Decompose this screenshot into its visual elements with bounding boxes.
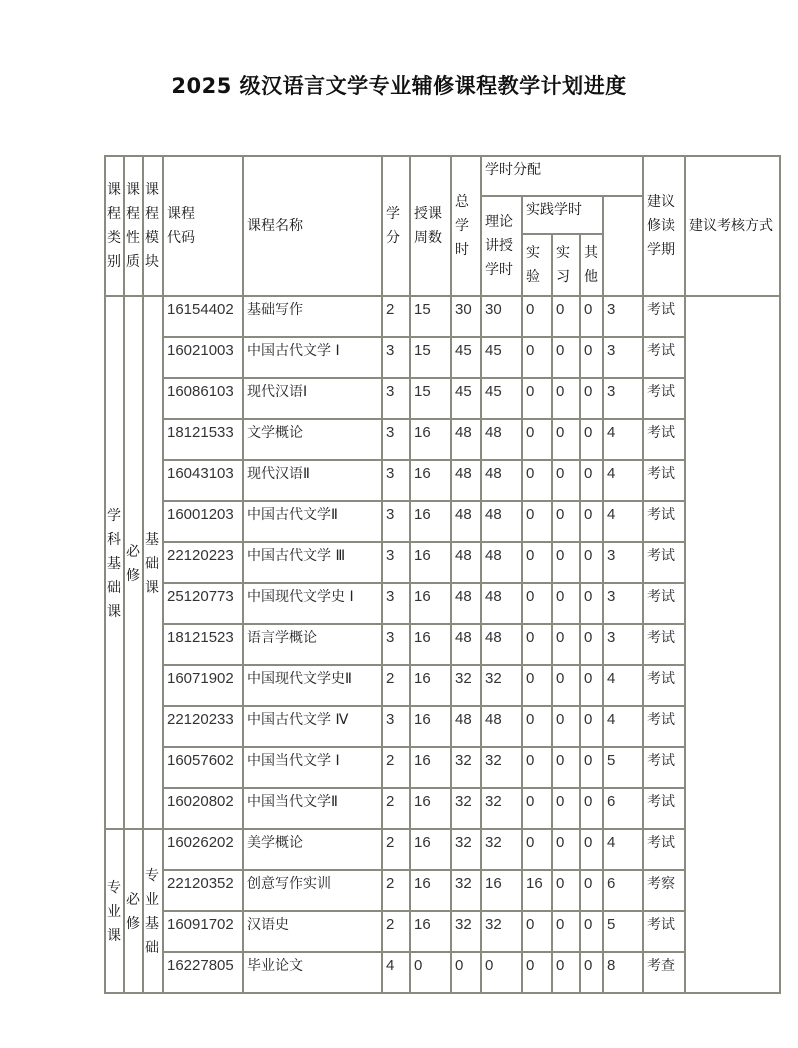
semester: 5 — [603, 911, 643, 952]
table-row — [105, 583, 780, 624]
semester: 5 — [603, 747, 643, 788]
weeks: 16 — [410, 788, 451, 829]
credits: 2 — [382, 665, 410, 706]
total-hours: 32 — [451, 911, 481, 952]
weeks: 16 — [410, 583, 451, 624]
course-code: 22120352 — [163, 870, 243, 911]
total-hours: 32 — [451, 788, 481, 829]
table-row — [105, 665, 780, 706]
total-hours: 32 — [451, 665, 481, 706]
weeks: 15 — [410, 378, 451, 419]
header-theory-hours: 理论讲授学时 — [481, 196, 522, 296]
assessment: 考试 — [643, 501, 685, 542]
theory-hours: 45 — [481, 378, 522, 419]
internship-hours: 0 — [552, 829, 580, 870]
experiment-hours: 0 — [522, 706, 552, 747]
semester: 3 — [603, 296, 643, 337]
internship-hours: 0 — [552, 788, 580, 829]
internship-hours: 0 — [552, 665, 580, 706]
weeks: 16 — [410, 829, 451, 870]
experiment-hours: 0 — [522, 419, 552, 460]
total-hours: 45 — [451, 337, 481, 378]
header-other: 其他 — [580, 234, 603, 296]
course-name: 中国古代文学 Ⅰ — [243, 337, 382, 378]
assessment: 考试 — [643, 419, 685, 460]
semester: 4 — [603, 460, 643, 501]
theory-hours: 16 — [481, 870, 522, 911]
header-code: 课程代码 — [163, 156, 243, 296]
experiment-hours: 0 — [522, 952, 552, 993]
theory-hours: 32 — [481, 665, 522, 706]
theory-hours: 45 — [481, 337, 522, 378]
semester: 3 — [603, 337, 643, 378]
weeks: 16 — [410, 501, 451, 542]
course-name: 中国现代文学史Ⅱ — [243, 665, 382, 706]
header-credits: 学分 — [382, 156, 410, 296]
credits: 3 — [382, 706, 410, 747]
course-plan-table — [104, 155, 781, 994]
weeks: 16 — [410, 870, 451, 911]
total-hours: 0 — [451, 952, 481, 993]
experiment-hours: 0 — [522, 378, 552, 419]
table-row — [105, 460, 780, 501]
other-hours: 0 — [580, 378, 603, 419]
course-code: 16026202 — [163, 829, 243, 870]
course-code: 16154402 — [163, 296, 243, 337]
internship-hours: 0 — [552, 952, 580, 993]
assessment: 考试 — [643, 337, 685, 378]
other-hours: 0 — [580, 337, 603, 378]
course-name: 现代汉语Ⅰ — [243, 378, 382, 419]
credits: 3 — [382, 378, 410, 419]
internship-hours: 0 — [552, 337, 580, 378]
assessment: 考察 — [643, 870, 685, 911]
header-practice-hours: 实践学时 — [522, 196, 603, 234]
semester: 3 — [603, 378, 643, 419]
course-code: 16020802 — [163, 788, 243, 829]
experiment-hours: 0 — [522, 542, 552, 583]
theory-hours: 48 — [481, 706, 522, 747]
course-name: 毕业论文 — [243, 952, 382, 993]
header-internship: 实习 — [552, 234, 580, 296]
theory-hours: 48 — [481, 460, 522, 501]
course-code: 22120233 — [163, 706, 243, 747]
table-row — [105, 624, 780, 665]
other-hours: 0 — [580, 624, 603, 665]
other-hours: 0 — [580, 829, 603, 870]
other-hours: 0 — [580, 665, 603, 706]
total-hours: 48 — [451, 624, 481, 665]
internship-hours: 0 — [552, 706, 580, 747]
header-category: 课程类别 — [105, 156, 124, 296]
course-code: 22120223 — [163, 542, 243, 583]
header-semester: 建议修读学期 — [643, 156, 685, 296]
header-name: 课程名称 — [243, 156, 382, 296]
total-hours: 32 — [451, 747, 481, 788]
credits: 4 — [382, 952, 410, 993]
theory-hours: 32 — [481, 788, 522, 829]
course-name: 中国古代文学 Ⅲ — [243, 542, 382, 583]
header-experiment: 实验 — [522, 234, 552, 296]
total-hours: 48 — [451, 706, 481, 747]
other-hours: 0 — [580, 706, 603, 747]
course-code: 16227805 — [163, 952, 243, 993]
other-hours: 0 — [580, 952, 603, 993]
table-row — [105, 747, 780, 788]
experiment-hours: 0 — [522, 460, 552, 501]
internship-hours: 0 — [552, 870, 580, 911]
course-name: 中国现代文学史 Ⅰ — [243, 583, 382, 624]
header-module: 课程模块 — [143, 156, 163, 296]
credits: 2 — [382, 911, 410, 952]
weeks: 16 — [410, 460, 451, 501]
theory-hours: 48 — [481, 501, 522, 542]
semester: 4 — [603, 706, 643, 747]
table-row — [105, 706, 780, 747]
credits: 3 — [382, 624, 410, 665]
internship-hours: 0 — [552, 624, 580, 665]
credits: 3 — [382, 460, 410, 501]
experiment-hours: 0 — [522, 296, 552, 337]
theory-hours: 32 — [481, 911, 522, 952]
other-hours: 0 — [580, 419, 603, 460]
header-weeks: 授课周数 — [410, 156, 451, 296]
semester: 4 — [603, 419, 643, 460]
weeks: 0 — [410, 952, 451, 993]
course-code: 16091702 — [163, 911, 243, 952]
assessment: 考试 — [643, 542, 685, 583]
assessment: 考试 — [643, 706, 685, 747]
theory-hours: 32 — [481, 829, 522, 870]
course-name: 中国古代文学Ⅱ — [243, 501, 382, 542]
theory-hours: 30 — [481, 296, 522, 337]
assessment: 考试 — [643, 747, 685, 788]
credits: 2 — [382, 296, 410, 337]
experiment-hours: 0 — [522, 624, 552, 665]
group-category: 专业课 — [105, 829, 124, 993]
total-hours: 48 — [451, 460, 481, 501]
table-row — [105, 501, 780, 542]
course-name: 中国古代文学 Ⅳ — [243, 706, 382, 747]
header-hours-allocation: 学时分配 — [481, 156, 643, 196]
experiment-hours: 0 — [522, 747, 552, 788]
weeks: 16 — [410, 542, 451, 583]
course-name: 语言学概论 — [243, 624, 382, 665]
course-name: 基础写作 — [243, 296, 382, 337]
theory-hours: 48 — [481, 624, 522, 665]
semester: 3 — [603, 583, 643, 624]
total-hours: 45 — [451, 378, 481, 419]
assessment: 考试 — [643, 911, 685, 952]
other-hours: 0 — [580, 460, 603, 501]
theory-hours: 48 — [481, 542, 522, 583]
credits: 3 — [382, 583, 410, 624]
weeks: 15 — [410, 337, 451, 378]
table-row — [105, 296, 780, 337]
weeks: 16 — [410, 706, 451, 747]
credits: 2 — [382, 829, 410, 870]
internship-hours: 0 — [552, 296, 580, 337]
assessment: 考试 — [643, 788, 685, 829]
credits: 2 — [382, 788, 410, 829]
other-hours: 0 — [580, 747, 603, 788]
header-total-hours: 总学时 — [451, 156, 481, 296]
course-code: 16021003 — [163, 337, 243, 378]
semester: 6 — [603, 870, 643, 911]
total-hours: 48 — [451, 419, 481, 460]
experiment-hours: 0 — [522, 911, 552, 952]
total-hours: 48 — [451, 501, 481, 542]
weeks: 16 — [410, 911, 451, 952]
assessment: 考试 — [643, 624, 685, 665]
other-hours: 0 — [580, 501, 603, 542]
assessment: 考试 — [643, 829, 685, 870]
credits: 3 — [382, 542, 410, 583]
internship-hours: 0 — [552, 542, 580, 583]
internship-hours: 0 — [552, 460, 580, 501]
course-code: 16043103 — [163, 460, 243, 501]
weeks: 16 — [410, 419, 451, 460]
table-row — [105, 378, 780, 419]
experiment-hours: 0 — [522, 788, 552, 829]
experiment-hours: 0 — [522, 583, 552, 624]
internship-hours: 0 — [552, 911, 580, 952]
course-name: 文学概论 — [243, 419, 382, 460]
assessment: 考查 — [643, 952, 685, 993]
total-hours: 48 — [451, 542, 481, 583]
header-nature: 课程性质 — [124, 156, 143, 296]
internship-hours: 0 — [552, 501, 580, 542]
assessment: 考试 — [643, 460, 685, 501]
course-name: 美学概论 — [243, 829, 382, 870]
table-row — [105, 870, 780, 911]
credits: 3 — [382, 419, 410, 460]
experiment-hours: 0 — [522, 665, 552, 706]
table-row — [105, 788, 780, 829]
experiment-hours: 0 — [522, 501, 552, 542]
semester: 3 — [603, 624, 643, 665]
other-hours: 0 — [580, 296, 603, 337]
assessment: 考试 — [643, 583, 685, 624]
other-hours: 0 — [580, 788, 603, 829]
theory-hours: 0 — [481, 952, 522, 993]
weeks: 16 — [410, 665, 451, 706]
group-nature: 必修 — [124, 829, 143, 993]
credits: 3 — [382, 337, 410, 378]
total-hours: 48 — [451, 583, 481, 624]
table-row — [105, 419, 780, 460]
experiment-hours: 0 — [522, 337, 552, 378]
page-title: 2025 级汉语言文学专业辅修课程教学计划进度 — [171, 74, 627, 98]
credits: 2 — [382, 870, 410, 911]
internship-hours: 0 — [552, 583, 580, 624]
weeks: 16 — [410, 747, 451, 788]
course-code: 16001203 — [163, 501, 243, 542]
table-row — [105, 337, 780, 378]
experiment-hours: 16 — [522, 870, 552, 911]
course-code: 25120773 — [163, 583, 243, 624]
other-hours: 0 — [580, 870, 603, 911]
table-row — [105, 952, 780, 993]
course-code: 16086103 — [163, 378, 243, 419]
group-nature: 必修 — [124, 296, 143, 829]
course-name: 创意写作实训 — [243, 870, 382, 911]
course-code: 18121533 — [163, 419, 243, 460]
theory-hours: 48 — [481, 419, 522, 460]
theory-hours: 48 — [481, 583, 522, 624]
assessment: 考试 — [643, 665, 685, 706]
internship-hours: 0 — [552, 419, 580, 460]
total-hours: 30 — [451, 296, 481, 337]
semester: 6 — [603, 788, 643, 829]
table-row — [105, 542, 780, 583]
internship-hours: 0 — [552, 378, 580, 419]
header-assessment: 建议考核方式 — [685, 156, 780, 296]
course-code: 16071902 — [163, 665, 243, 706]
course-name: 中国当代文学 Ⅰ — [243, 747, 382, 788]
semester: 4 — [603, 829, 643, 870]
other-hours: 0 — [580, 911, 603, 952]
group-module: 专业基础 — [143, 829, 163, 993]
experiment-hours: 0 — [522, 829, 552, 870]
weeks: 15 — [410, 296, 451, 337]
semester: 8 — [603, 952, 643, 993]
weeks: 16 — [410, 624, 451, 665]
credits: 2 — [382, 747, 410, 788]
group-category: 学科基础课 — [105, 296, 124, 829]
assessment: 考试 — [643, 378, 685, 419]
semester: 4 — [603, 665, 643, 706]
credits: 3 — [382, 501, 410, 542]
total-hours: 32 — [451, 829, 481, 870]
assessment: 考试 — [643, 296, 685, 337]
course-name: 现代汉语Ⅱ — [243, 460, 382, 501]
table-row — [105, 911, 780, 952]
course-code: 18121523 — [163, 624, 243, 665]
course-code: 16057602 — [163, 747, 243, 788]
internship-hours: 0 — [552, 747, 580, 788]
course-name: 汉语史 — [243, 911, 382, 952]
group-module: 基础课 — [143, 296, 163, 829]
semester: 3 — [603, 542, 643, 583]
theory-hours: 32 — [481, 747, 522, 788]
other-hours: 0 — [580, 542, 603, 583]
semester: 4 — [603, 501, 643, 542]
table-row — [105, 829, 780, 870]
course-name: 中国当代文学Ⅱ — [243, 788, 382, 829]
other-hours: 0 — [580, 583, 603, 624]
total-hours: 32 — [451, 870, 481, 911]
